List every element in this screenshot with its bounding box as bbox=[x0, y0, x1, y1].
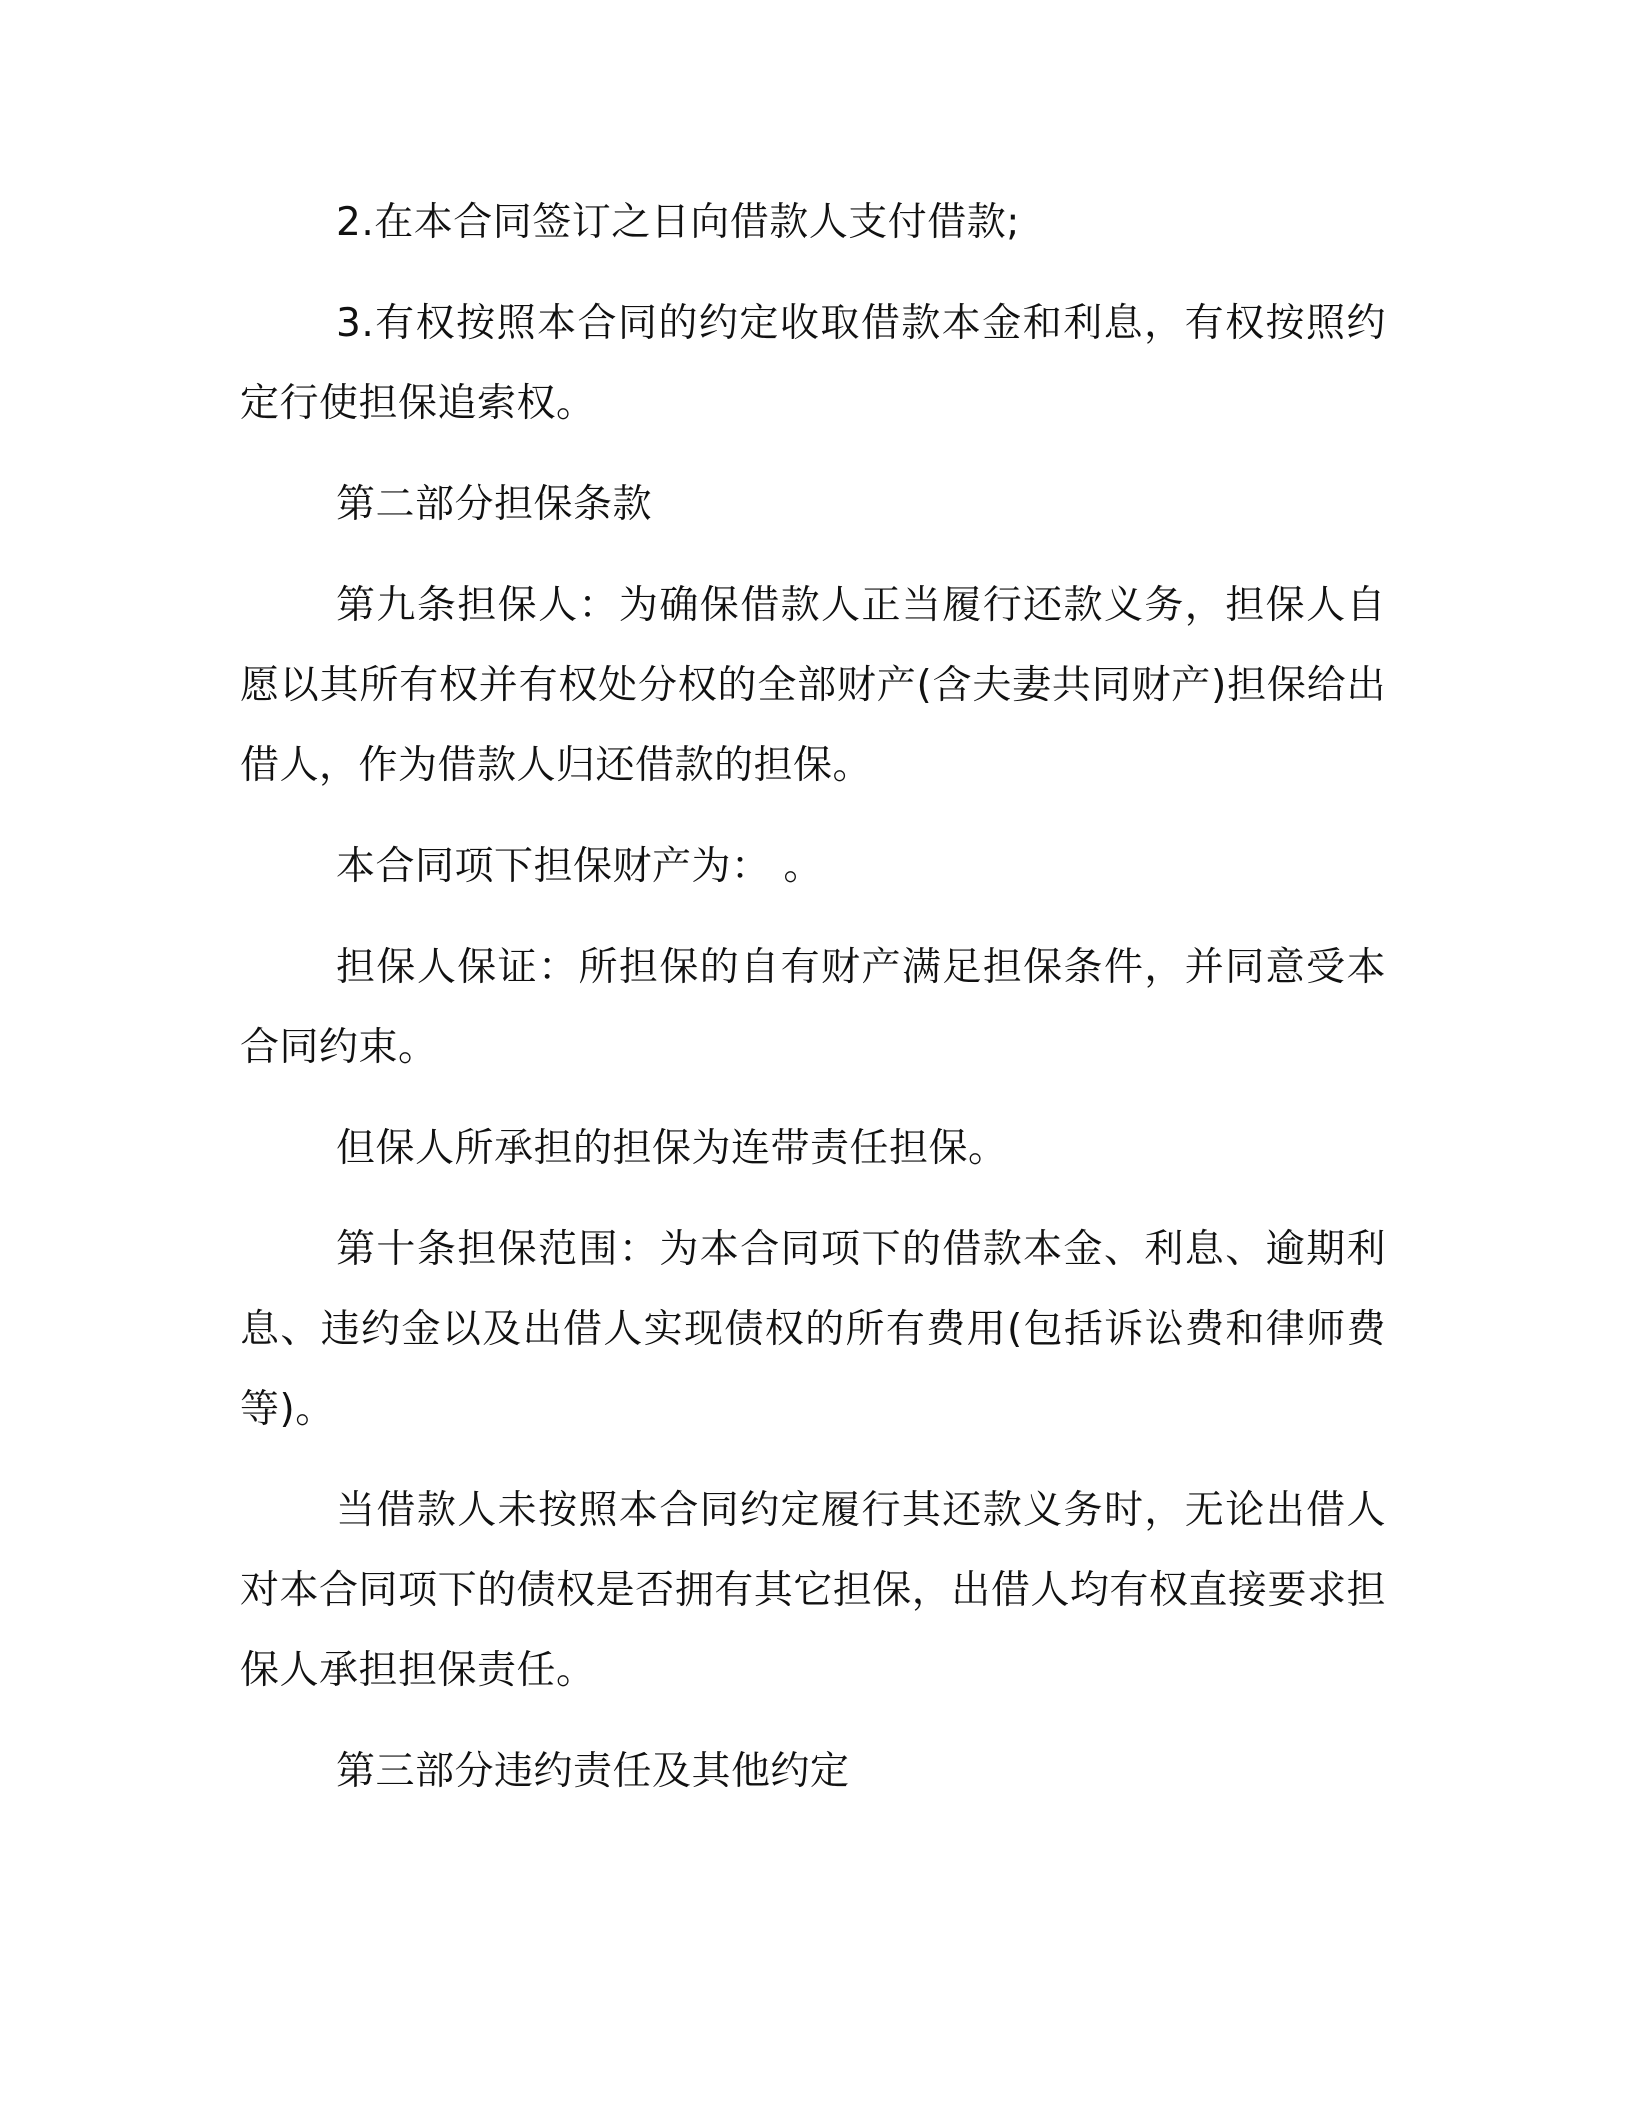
paragraph-joint-liability: 但保人所承担的担保为连带责任担保。 bbox=[336, 1126, 1008, 1171]
paragraph-guarantee-property: 本合同项下担保财产为： 。 bbox=[336, 844, 823, 889]
paragraph-article-nine: 第九条担保人：为确保借款人正当履行还款义务，担保人自愿以其所有权并有权处分权的全部财产(含夫妻共同财产)担保给出借人，作为借款人归还借款的担保。 bbox=[240, 583, 1386, 788]
section-heading-part-three: 第三部分违约责任及其他约定 bbox=[336, 1749, 850, 1794]
section-heading-part-two: 第二部分担保条款 bbox=[336, 482, 653, 527]
paragraph-guarantor-warranty: 担保人保证：所担保的自有财产满足担保条件，并同意受本合同约束。 bbox=[240, 945, 1386, 1070]
paragraph-default-enforcement: 当借款人未按照本合同约定履行其还款义务时，无论出借人对本合同项下的债权是否拥有其它担保，出借人均有权直接要求担保人承担担保责任。 bbox=[240, 1488, 1386, 1693]
document-body bbox=[240, 183, 1386, 1812]
paragraph-lender-collection-right: 3.有权按照本合同的约定收取借款本金和利息，有权按照约定行使担保追索权。 bbox=[240, 301, 1386, 426]
paragraph-article-ten: 第十条担保范围：为本合同项下的借款本金、利息、逾期利息、违约金以及出借人实现债权的所有费用(包括诉讼费和律师费等)。 bbox=[240, 1227, 1386, 1432]
paragraph-lender-payment-obligation: 2.在本合同签订之日向借款人支付借款; bbox=[336, 200, 1020, 245]
